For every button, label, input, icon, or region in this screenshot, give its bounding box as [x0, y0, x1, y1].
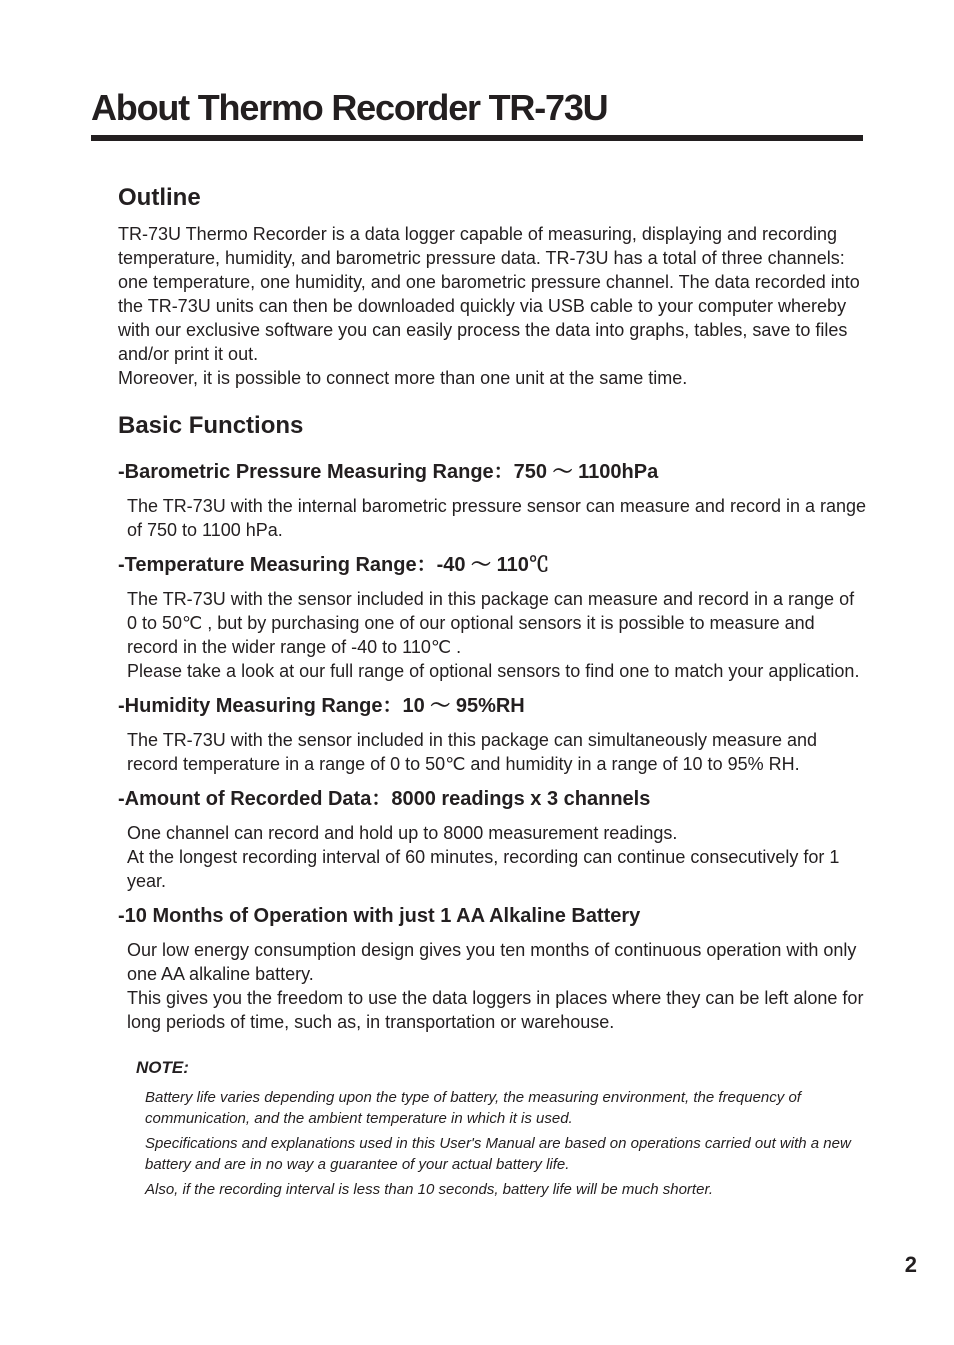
function-body — [118, 587, 868, 683]
note-label: NOTE: — [136, 1057, 189, 1077]
page-number: 2 — [904, 1252, 917, 1277]
note-item: Battery life varies depending upon the type of battery, the measuring environment, the frequency of communication, and the ambient temperature in which it is used. — [145, 1088, 801, 1127]
note-item: Also, if the recording interval is less than 10 seconds, battery life will be much shorter. — [145, 1180, 714, 1198]
function-paragraph: Please take a look at our full range of optional sensors to find one to match your application. — [127, 660, 860, 681]
function-body — [118, 728, 868, 776]
function-title: -Amount of Recorded Data：8000 readings x 3 channels — [118, 787, 651, 810]
function-paragraph: The TR-73U with the sensor included in this package can measure and record in a range of 0 to 50℃ , but by purchasing one of our optional sensors it is possible to measure and record in the wider range of -40 to 110℃ . — [127, 588, 855, 657]
outline-body — [118, 222, 868, 390]
function-body — [118, 494, 868, 542]
page-title: About Thermo Recorder TR-73U — [91, 87, 608, 128]
outline-paragraph: TR-73U Thermo Recorder is a data logger capable of measuring, displaying and recording temperature, humidity, and barometric pressure data. TR-73U has a total of three channels: one temperature, one humidity, and one barometric pressure channel. The data recorded into the TR-73U units can then be downloaded quickly via USB cable to your computer whereby with our exclusive software you can easily process the data into graphs, tables, save to files and/or print it out. — [118, 223, 860, 364]
note-item: Specifications and explanations used in this User's Manual are based on operations carried out with a new battery and are in no way a guarantee of your actual battery life. — [145, 1134, 851, 1173]
function-battery — [118, 904, 868, 1034]
function-paragraph: The TR-73U with the sensor included in this package can simultaneously measure and record temperature in a range of 0 to 50℃ and humidity in a range of 10 to 95% RH. — [127, 729, 818, 774]
basic-functions-heading: Basic Functions — [118, 411, 304, 439]
function-paragraph: At the longest recording interval of 60 minutes, recording can continue consecutively for 1 year. — [127, 846, 840, 891]
outline-section — [118, 184, 868, 390]
outline-heading: Outline — [118, 184, 201, 211]
outline-paragraph: Moreover, it is possible to connect more than one unit at the same time. — [118, 367, 688, 388]
function-title: -Humidity Measuring Range：10 〜 95%RH — [118, 694, 525, 717]
function-paragraph: Our low energy consumption design gives you ten months of continuous operation with only one AA alkaline battery. — [127, 939, 857, 984]
function-paragraph: This gives you the freedom to use the data loggers in places where they can be left alone for long periods of time, such as, in transportation or warehouse. — [127, 987, 864, 1032]
title-rule — [91, 135, 863, 141]
function-recorded-data — [118, 787, 868, 893]
page-content — [118, 184, 868, 1204]
function-title: -Barometric Pressure Measuring Range：750 〜 1100hPa — [118, 460, 659, 483]
function-humidity — [118, 694, 868, 776]
function-paragraph: The TR-73U with the internal barometric pressure sensor can measure and record in a range of 750 to 1100 hPa. — [127, 495, 867, 540]
function-paragraph: One channel can record and hold up to 8000 measurement readings. — [127, 822, 678, 843]
note-section — [136, 1056, 868, 1200]
function-body — [118, 821, 868, 893]
basic-functions-section — [118, 412, 868, 1034]
function-body — [118, 938, 868, 1034]
function-title: -10 Months of Operation with just 1 AA Alkaline Battery — [118, 904, 641, 927]
function-barometric-pressure — [118, 460, 868, 542]
function-title: -Temperature Measuring Range：-40 〜 110℃ — [118, 553, 549, 576]
function-temperature — [118, 553, 868, 683]
